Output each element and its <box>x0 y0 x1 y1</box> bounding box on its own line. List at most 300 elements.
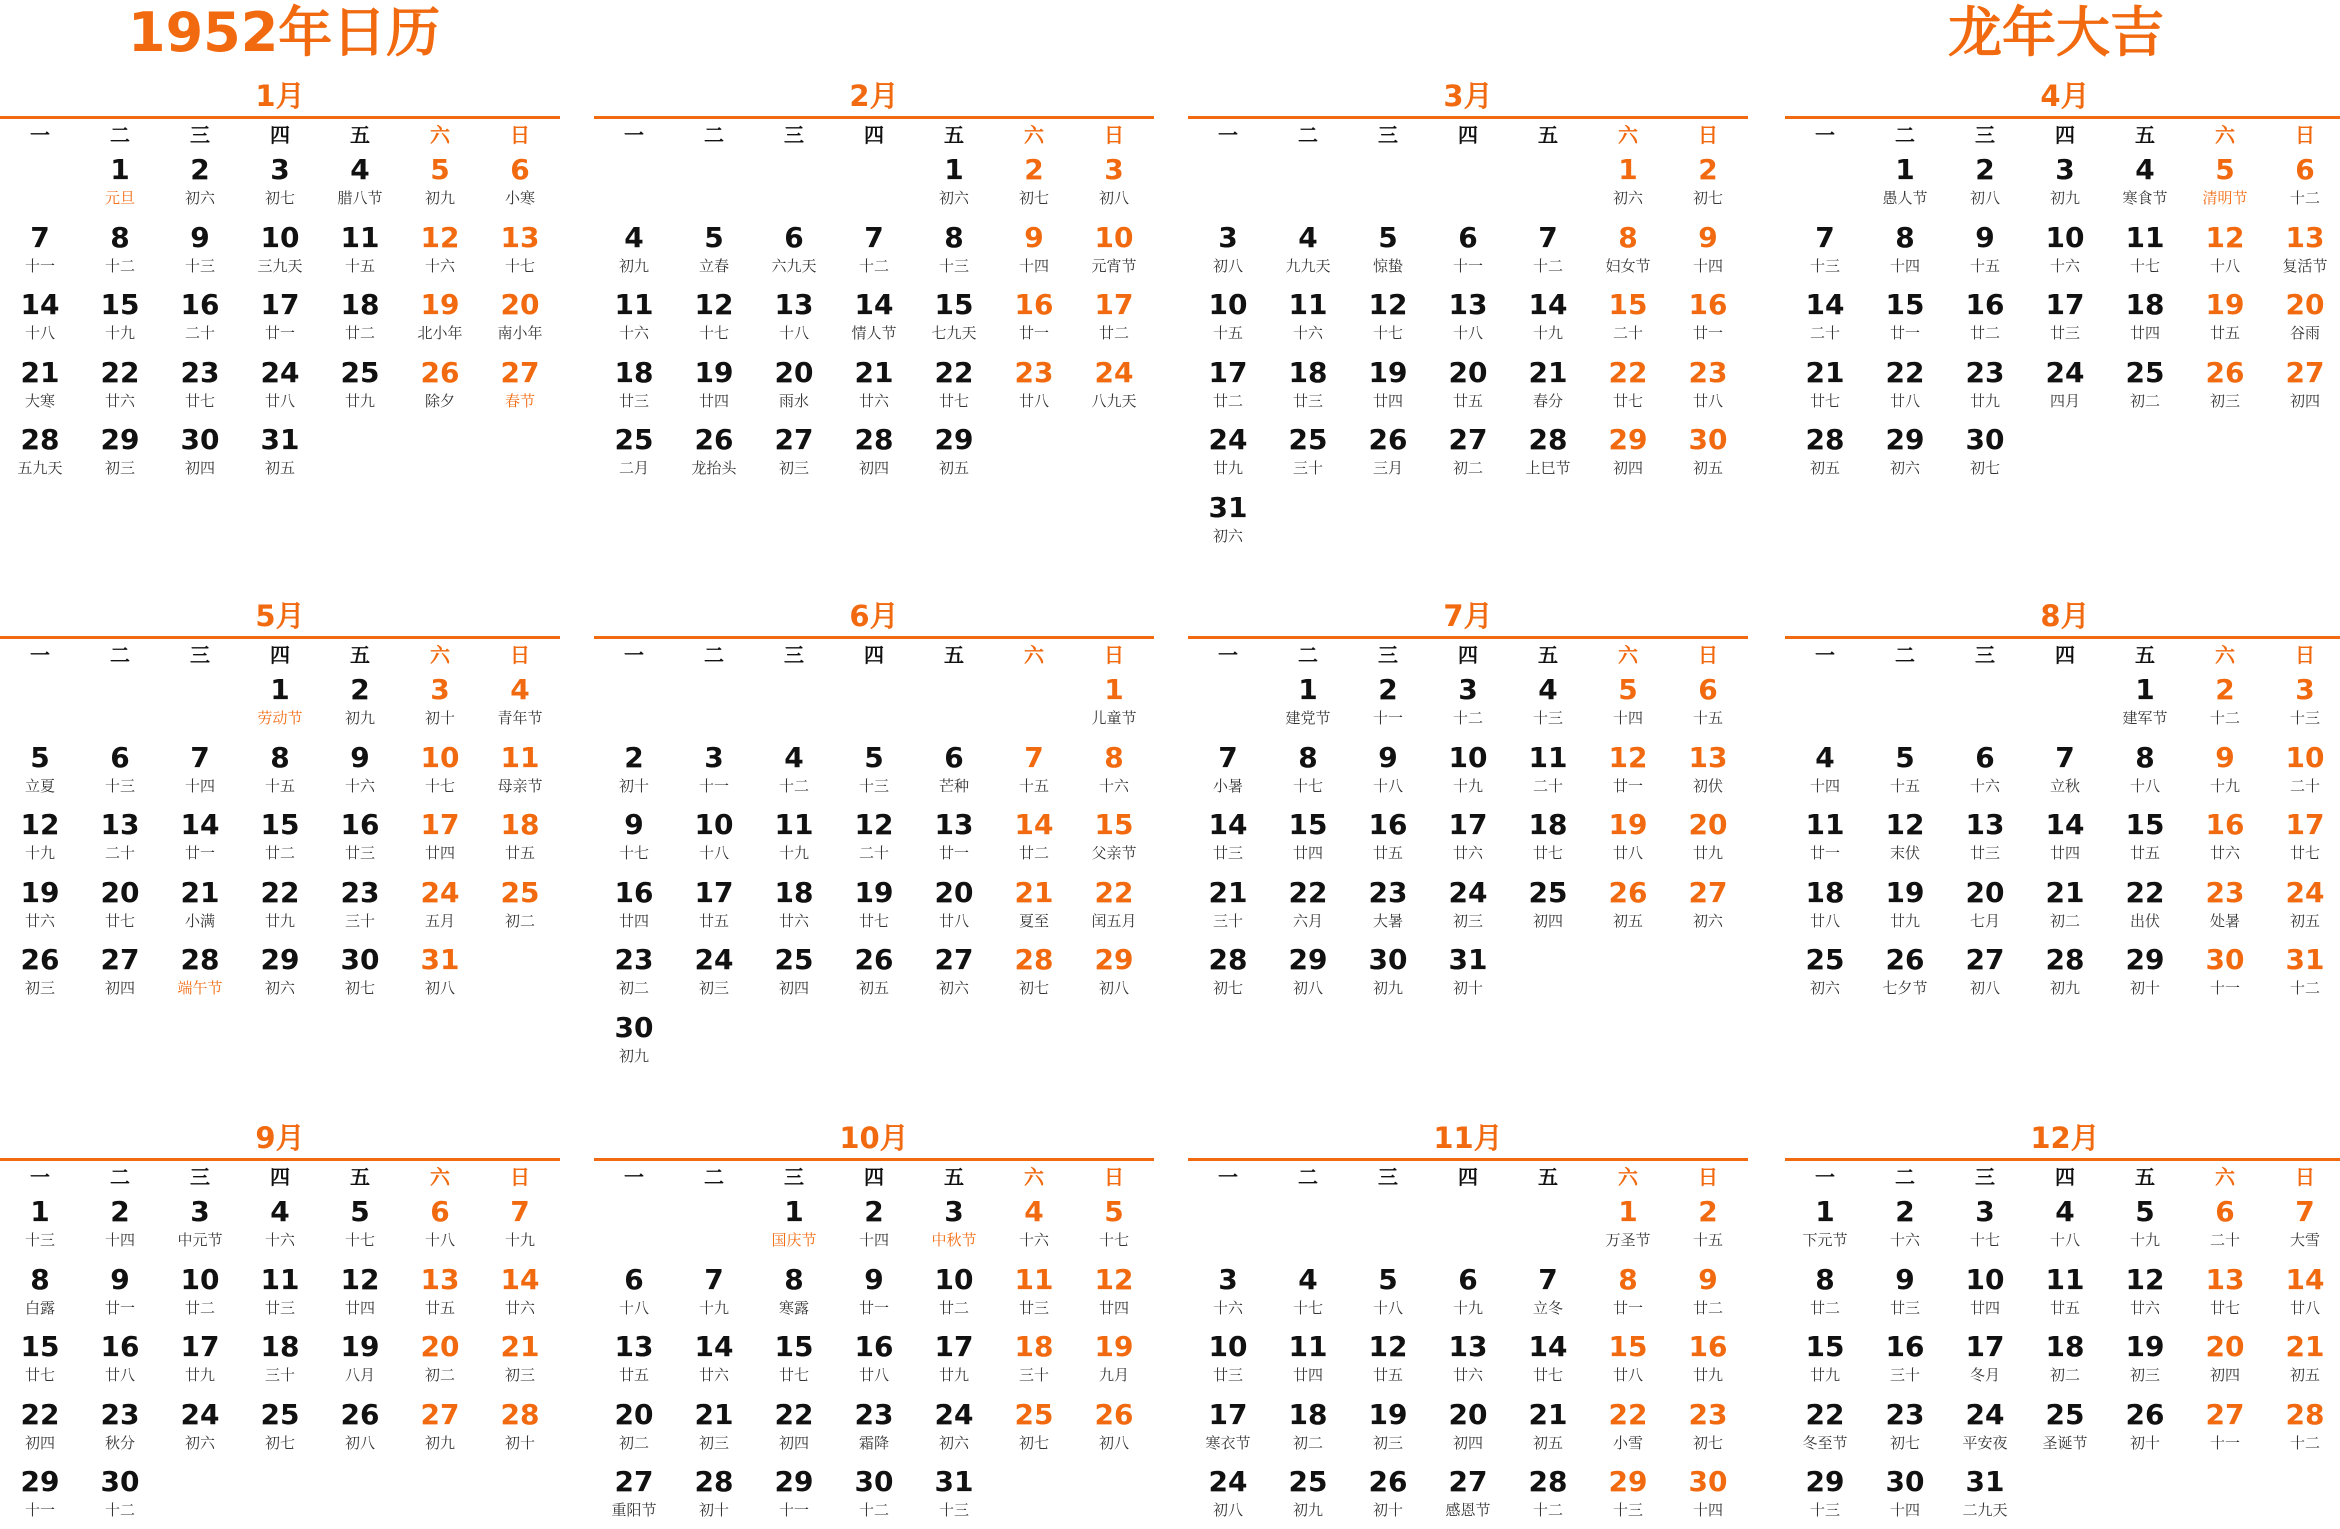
lunar-label: 二十 <box>2289 776 2320 795</box>
day-cell <box>674 284 754 352</box>
day-cell <box>1588 737 1668 805</box>
day-number: 7 <box>704 1262 724 1296</box>
day-number: 13 <box>1448 1330 1488 1363</box>
lunar-label: 廿七 <box>184 391 215 410</box>
weekday-label: 二 <box>110 123 130 147</box>
lunar-label: 廿五 <box>424 1298 455 1317</box>
day-number: 30 <box>100 1465 140 1498</box>
day-cell <box>1268 1259 1348 1327</box>
day-cell <box>1668 1326 1748 1394</box>
day-number: 3 <box>1104 153 1124 186</box>
lunar-label: 廿六 <box>104 391 135 410</box>
day-cell <box>1865 284 1945 352</box>
day-number: 10 <box>1094 220 1134 254</box>
day-number: 2 <box>864 1195 884 1228</box>
day-number: 14 <box>1208 808 1248 841</box>
lunar-label: 三九天 <box>257 256 303 275</box>
empty-cell <box>674 1191 754 1259</box>
day-cell <box>240 1326 320 1394</box>
lunar-label: 冬至节 <box>1802 1433 1848 1452</box>
day-cell <box>1348 939 1428 1007</box>
day-cell <box>160 804 240 872</box>
day-cell <box>914 149 994 217</box>
day-cell <box>1428 737 1508 805</box>
lunar-label: 十六 <box>1292 324 1323 342</box>
lunar-label: 初九 <box>344 709 375 727</box>
lunar-label: 十二 <box>858 256 889 275</box>
day-cell <box>0 1259 80 1327</box>
day-number: 26 <box>1368 423 1408 456</box>
lunar-label: 十八 <box>778 324 809 342</box>
day-cell <box>80 872 160 940</box>
day-grid <box>0 1191 560 1529</box>
day-cell <box>1268 1461 1348 1529</box>
day-cell <box>1348 804 1428 872</box>
lunar-label: 初二 <box>618 1433 649 1452</box>
weekday-label: 一 <box>1218 1165 1238 1189</box>
day-number: 26 <box>420 355 460 389</box>
lunar-label: 十三 <box>2289 709 2320 727</box>
day-number: 16 <box>2205 808 2245 841</box>
day-cell <box>1865 939 1945 1007</box>
day-cell <box>400 872 480 940</box>
day-cell <box>400 804 480 872</box>
day-number: 3 <box>1218 1262 1238 1296</box>
weekday-label: 五 <box>2135 123 2155 147</box>
day-cell <box>80 1326 160 1394</box>
lunar-label: 初七 <box>344 979 375 997</box>
day-cell <box>400 1191 480 1259</box>
day-number: 23 <box>2205 875 2245 909</box>
day-cell <box>240 217 320 285</box>
day-cell <box>674 804 754 872</box>
day-number: 26 <box>2125 1397 2165 1431</box>
day-number: 7 <box>30 220 50 254</box>
month-block <box>0 1118 560 1529</box>
lunar-label: 十六 <box>424 256 455 275</box>
day-cell <box>1508 1461 1588 1529</box>
day-number: 7 <box>2055 740 2075 774</box>
day-cell <box>594 939 674 1007</box>
empty-cell <box>1508 149 1588 217</box>
day-cell <box>1945 872 2025 940</box>
weekday-label: 日 <box>2295 123 2315 147</box>
day-number: 9 <box>350 740 370 774</box>
day-cell <box>1268 737 1348 805</box>
day-grid <box>594 1191 1154 1529</box>
day-number: 6 <box>1458 1262 1478 1296</box>
lunar-label: 廿八 <box>1612 1366 1643 1384</box>
lunar-label: 十八 <box>618 1298 649 1317</box>
day-cell <box>2105 1191 2185 1259</box>
day-number: 15 <box>1885 288 1925 321</box>
lunar-label: 初四 <box>2209 1366 2240 1384</box>
day-cell <box>1188 872 1268 940</box>
lunar-label: 廿六 <box>504 1298 535 1317</box>
month-name: 7月 <box>1443 599 1493 633</box>
day-cell <box>1785 284 1865 352</box>
lunar-label: 十五 <box>1692 709 1723 727</box>
day-number: 4 <box>1298 220 1318 254</box>
day-cell <box>480 669 560 737</box>
day-cell <box>0 1461 80 1529</box>
lunar-label: 初八 <box>344 1433 375 1452</box>
day-cell <box>400 149 480 217</box>
lunar-label: 廿三 <box>264 1298 295 1317</box>
day-number: 5 <box>30 740 50 774</box>
lunar-label: 廿七 <box>1809 391 1840 410</box>
weekday-label: 二 <box>1895 643 1915 667</box>
day-cell <box>160 1259 240 1327</box>
empty-cell <box>914 669 994 737</box>
lunar-label: 十六 <box>344 776 375 795</box>
lunar-label: 廿一 <box>858 1298 889 1317</box>
empty-cell <box>2025 669 2105 737</box>
day-cell <box>1945 737 2025 805</box>
day-number: 22 <box>774 1397 814 1431</box>
lunar-label: 初六 <box>1212 526 1243 545</box>
day-cell <box>1508 217 1588 285</box>
day-cell <box>1428 1326 1508 1394</box>
weekday-label: 三 <box>1975 123 1995 147</box>
lunar-label: 十九 <box>698 1298 729 1317</box>
day-number: 29 <box>1805 1465 1845 1498</box>
day-cell <box>1508 1394 1588 1462</box>
day-number: 7 <box>1538 220 1558 254</box>
day-cell <box>1428 669 1508 737</box>
day-cell <box>1268 284 1348 352</box>
weekday-label: 一 <box>1815 1165 1835 1189</box>
day-number: 9 <box>1698 220 1718 254</box>
day-cell <box>1668 1461 1748 1529</box>
day-number: 28 <box>1528 1465 1568 1498</box>
day-cell <box>2025 352 2105 420</box>
day-number: 18 <box>614 355 654 389</box>
lunar-label: 十四 <box>1809 776 1840 795</box>
day-cell <box>1588 804 1668 872</box>
day-number: 12 <box>694 288 734 321</box>
lunar-label: 初六 <box>1889 459 1920 477</box>
lunar-label: 廿七 <box>858 911 889 930</box>
lunar-label: 初八 <box>1098 1433 1129 1452</box>
day-number: 13 <box>420 1262 460 1296</box>
day-cell <box>834 872 914 940</box>
day-cell <box>1074 1259 1154 1327</box>
day-number: 24 <box>1094 355 1134 389</box>
day-cell <box>1074 1326 1154 1394</box>
day-number: 13 <box>1965 808 2005 841</box>
day-cell <box>160 1191 240 1259</box>
day-cell <box>1348 1259 1428 1327</box>
weekday-header <box>1188 119 1748 149</box>
day-number: 25 <box>1805 943 1845 976</box>
weekday-label: 五 <box>350 643 370 667</box>
day-cell <box>1428 804 1508 872</box>
lunar-label: 立夏 <box>24 776 55 795</box>
lunar-label: 廿三 <box>1292 391 1323 410</box>
lunar-label: 七九天 <box>931 324 977 342</box>
day-cell <box>2265 737 2340 805</box>
day-number: 4 <box>350 153 370 186</box>
day-number: 15 <box>1094 808 1134 841</box>
day-number: 1 <box>1618 1195 1638 1228</box>
empty-cell <box>1268 149 1348 217</box>
lunar-label: 复活节 <box>2282 256 2328 275</box>
day-cell <box>1865 737 1945 805</box>
day-number: 27 <box>1965 943 2005 976</box>
day-number: 5 <box>350 1195 370 1228</box>
day-cell <box>240 669 320 737</box>
day-number: 9 <box>1698 1262 1718 1296</box>
day-cell <box>1945 419 2025 487</box>
lunar-label: 廿六 <box>1452 844 1483 862</box>
lunar-label: 三十 <box>344 911 375 930</box>
day-number: 5 <box>1104 1195 1124 1228</box>
lunar-label: 初二 <box>1452 459 1483 477</box>
day-cell <box>2025 149 2105 217</box>
day-cell <box>1348 1326 1428 1394</box>
lunar-label: 十三 <box>1532 709 1563 727</box>
day-number: 14 <box>854 288 894 321</box>
lunar-label: 初三 <box>1372 1433 1403 1452</box>
weekday-label: 三 <box>190 643 210 667</box>
empty-cell <box>754 669 834 737</box>
day-number: 10 <box>1965 1262 2005 1296</box>
day-cell <box>2105 217 2185 285</box>
day-cell <box>914 939 994 1007</box>
day-cell <box>1668 1259 1748 1327</box>
month-name: 4月 <box>2040 79 2090 113</box>
day-cell <box>2105 284 2185 352</box>
lunar-label: 妇女节 <box>1605 256 1651 275</box>
lunar-label: 末伏 <box>1889 844 1920 862</box>
day-cell <box>160 1326 240 1394</box>
lunar-label: 十四 <box>1612 709 1643 727</box>
day-cell <box>914 1191 994 1259</box>
lunar-label: 初六 <box>938 979 969 997</box>
day-number: 18 <box>1805 875 1845 909</box>
lunar-label: 十四 <box>104 1231 135 1249</box>
day-cell <box>2185 217 2265 285</box>
day-cell <box>80 1394 160 1462</box>
lunar-label: 十七 <box>698 324 729 342</box>
lunar-label: 廿九 <box>1692 844 1723 862</box>
lunar-label: 南小年 <box>497 324 543 342</box>
day-cell <box>160 284 240 352</box>
day-cell <box>2265 217 2340 285</box>
day-number: 19 <box>2205 288 2245 321</box>
day-number: 24 <box>934 1397 974 1431</box>
weekday-header <box>1785 1161 2340 1191</box>
day-number: 2 <box>2215 673 2235 706</box>
lunar-label: 三十 <box>1292 459 1323 477</box>
day-number: 16 <box>614 875 654 909</box>
lunar-label: 十三 <box>1612 1501 1643 1519</box>
day-number: 5 <box>2215 153 2235 186</box>
weekday-label: 四 <box>864 123 884 147</box>
day-cell <box>1588 1394 1668 1462</box>
lunar-label: 初五 <box>2289 911 2320 930</box>
day-cell <box>160 872 240 940</box>
lunar-label: 初八 <box>1969 979 2000 997</box>
lunar-label: 廿九 <box>344 391 375 410</box>
day-number: 19 <box>340 1330 380 1363</box>
month-block <box>1785 1118 2340 1529</box>
weekday-label: 二 <box>110 1165 130 1189</box>
day-number: 12 <box>1608 740 1648 774</box>
day-number: 1 <box>30 1195 50 1228</box>
lunar-label: 初三 <box>1452 911 1483 930</box>
lunar-label: 廿九 <box>1809 1366 1840 1384</box>
day-cell <box>1188 1394 1268 1462</box>
day-number: 9 <box>624 808 644 841</box>
day-number: 1 <box>1815 1195 1835 1228</box>
lunar-label: 初十 <box>504 1433 535 1452</box>
lunar-label: 小寒 <box>504 189 535 207</box>
lunar-label: 十九 <box>504 1231 535 1249</box>
weekday-label: 五 <box>1538 123 1558 147</box>
lunar-label: 劳动节 <box>257 709 303 727</box>
lunar-label: 十六 <box>1969 776 2000 795</box>
day-number: 3 <box>1975 1195 1995 1228</box>
day-cell <box>1785 419 1865 487</box>
weekday-header <box>1188 1161 1748 1191</box>
day-cell <box>1428 217 1508 285</box>
lunar-label: 十二 <box>1532 256 1563 275</box>
day-number: 27 <box>1448 1465 1488 1498</box>
lunar-label: 六月 <box>1292 911 1323 930</box>
day-number: 10 <box>2285 740 2325 774</box>
day-cell <box>1785 1326 1865 1394</box>
day-number: 18 <box>1014 1330 1054 1363</box>
lunar-label: 霜降 <box>858 1433 889 1452</box>
day-number: 24 <box>1965 1397 2005 1431</box>
day-number: 7 <box>1024 740 1044 774</box>
lunar-label: 十四 <box>1018 256 1049 275</box>
lunar-label: 寒食节 <box>2122 189 2168 207</box>
day-number: 28 <box>2285 1397 2325 1431</box>
day-cell <box>320 149 400 217</box>
lunar-label: 十三 <box>938 1501 969 1519</box>
day-cell <box>1188 804 1268 872</box>
lunar-label: 廿九 <box>1212 459 1243 477</box>
lunar-label: 十六 <box>2049 256 2080 275</box>
lunar-label: 廿六 <box>858 391 889 410</box>
day-number: 17 <box>1208 1397 1248 1431</box>
lunar-label: 廿七 <box>104 911 135 930</box>
day-grid <box>1188 669 1748 1007</box>
day-cell <box>480 352 560 420</box>
lunar-label: 十五 <box>264 776 295 795</box>
lunar-label: 初九 <box>2049 979 2080 997</box>
weekday-label: 一 <box>30 123 50 147</box>
lunar-label: 十二 <box>104 1501 135 1519</box>
day-number: 27 <box>1688 875 1728 909</box>
day-number: 2 <box>1698 153 1718 186</box>
day-number: 8 <box>784 1262 804 1296</box>
day-cell <box>1188 939 1268 1007</box>
day-cell <box>834 419 914 487</box>
weekday-label: 日 <box>2295 643 2315 667</box>
day-number: 29 <box>934 423 974 456</box>
weekday-label: 一 <box>1218 123 1238 147</box>
lunar-label: 廿七 <box>2209 1298 2240 1317</box>
lunar-label: 廿四 <box>1372 391 1403 410</box>
day-cell <box>674 737 754 805</box>
day-cell <box>80 1259 160 1327</box>
weekday-label: 二 <box>1895 1165 1915 1189</box>
lunar-label: 二月 <box>618 459 649 477</box>
empty-cell <box>594 1191 674 1259</box>
day-cell <box>914 419 994 487</box>
lunar-label: 十一 <box>24 1501 55 1519</box>
lunar-label: 二九天 <box>1962 1501 2008 1519</box>
lunar-label: 廿二 <box>938 1298 969 1317</box>
day-number: 22 <box>1608 355 1648 389</box>
day-number: 6 <box>1458 220 1478 254</box>
day-cell <box>1508 737 1588 805</box>
day-cell <box>2105 1394 2185 1462</box>
lunar-label: 母亲节 <box>497 776 543 795</box>
day-cell <box>994 217 1074 285</box>
lunar-label: 廿六 <box>2209 844 2240 862</box>
lunar-label: 立秋 <box>2049 776 2080 795</box>
lunar-label: 中秋节 <box>931 1231 977 1249</box>
day-cell <box>1945 284 2025 352</box>
weekday-label: 三 <box>1378 643 1398 667</box>
weekday-header <box>1188 639 1748 669</box>
day-number: 30 <box>1368 943 1408 976</box>
day-number: 26 <box>20 943 60 976</box>
lunar-label: 十一 <box>2209 1433 2240 1452</box>
day-number: 8 <box>1895 220 1915 254</box>
day-number: 29 <box>1608 423 1648 456</box>
lunar-label: 十七 <box>1372 324 1403 342</box>
day-number: 1 <box>1298 673 1318 706</box>
weekday-header <box>0 1161 560 1191</box>
day-number: 27 <box>100 943 140 976</box>
lunar-label: 廿七 <box>1612 391 1643 410</box>
day-number: 17 <box>260 288 300 321</box>
lunar-label: 廿五 <box>2209 324 2240 342</box>
day-number: 30 <box>1688 1465 1728 1498</box>
day-number: 5 <box>1378 220 1398 254</box>
day-cell <box>400 669 480 737</box>
month-block <box>594 596 1154 1074</box>
day-number: 22 <box>1805 1397 1845 1431</box>
lunar-label: 十八 <box>424 1231 455 1249</box>
lunar-label: 廿五 <box>504 844 535 862</box>
day-number: 15 <box>20 1330 60 1363</box>
lunar-label: 十三 <box>1809 1501 1840 1519</box>
day-number: 7 <box>1815 220 1835 254</box>
day-cell <box>2105 1259 2185 1327</box>
lunar-label: 惊蛰 <box>1372 256 1403 275</box>
day-number: 20 <box>614 1397 654 1431</box>
day-number: 25 <box>260 1397 300 1431</box>
lunar-label: 廿一 <box>1612 1298 1643 1317</box>
day-number: 21 <box>20 355 60 389</box>
day-cell <box>914 737 994 805</box>
lunar-label: 初六 <box>264 979 295 997</box>
lunar-label: 春分 <box>1532 391 1563 410</box>
day-cell <box>320 939 400 1007</box>
day-cell <box>1945 1191 2025 1259</box>
empty-cell <box>1508 1191 1588 1259</box>
day-number: 10 <box>260 220 300 254</box>
lunar-label: 十四 <box>1889 1501 1920 1519</box>
day-number: 7 <box>190 740 210 774</box>
